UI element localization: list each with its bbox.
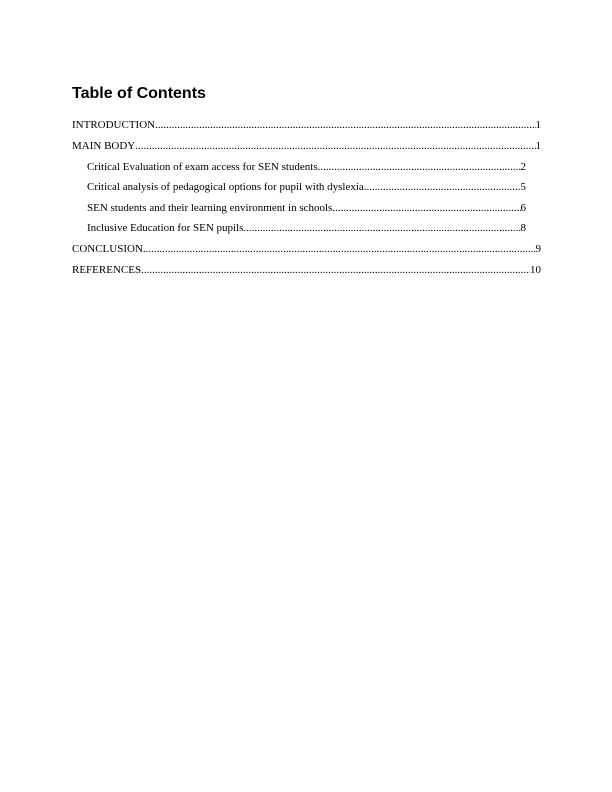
toc-entry-inclusive-education[interactable] bbox=[87, 221, 526, 235]
toc-entry-page: 2 bbox=[520, 161, 526, 173]
toc-dot-leader bbox=[143, 242, 536, 256]
toc-entry-label: MAIN BODY bbox=[72, 140, 136, 152]
toc-entry-page: 1 bbox=[535, 140, 541, 152]
toc-entry-page: 1 bbox=[535, 119, 541, 131]
toc-entry-page: 8 bbox=[520, 222, 526, 234]
toc-dot-leader bbox=[243, 221, 520, 235]
toc-entry-label: Inclusive Education for SEN pupils bbox=[87, 222, 244, 234]
toc-dot-leader bbox=[332, 201, 520, 215]
toc-entry-pedagogical-options[interactable] bbox=[87, 180, 526, 194]
toc-entry-references[interactable] bbox=[72, 263, 541, 277]
toc-entry-label: SEN students and their learning environment in schools bbox=[87, 202, 333, 214]
toc-dot-leader bbox=[364, 180, 521, 194]
toc-entry-label: INTRODUCTION bbox=[72, 119, 156, 131]
toc-entry-page: 9 bbox=[535, 243, 541, 255]
toc-title: Table of Contents bbox=[72, 85, 206, 102]
toc-entry-page: 6 bbox=[520, 202, 526, 214]
toc-entry-exam-access[interactable] bbox=[87, 160, 526, 174]
toc-dot-leader bbox=[155, 118, 535, 132]
toc-entry-label: CONCLUSION bbox=[72, 243, 143, 255]
toc-dot-leader bbox=[135, 139, 535, 153]
toc-entry-label: Critical Evaluation of exam access for SEN students bbox=[87, 161, 318, 173]
toc-entry-label: REFERENCES bbox=[72, 264, 142, 276]
toc-entry-main-body[interactable] bbox=[72, 139, 541, 153]
toc-dot-leader bbox=[141, 263, 530, 277]
toc-entry-page: 10 bbox=[530, 264, 541, 276]
toc-entry-introduction[interactable] bbox=[72, 118, 541, 132]
toc-dot-leader bbox=[318, 160, 521, 174]
toc-entry-label: Critical analysis of pedagogical options for pupil with dyslexia bbox=[87, 181, 364, 193]
toc-entry-conclusion[interactable] bbox=[72, 242, 541, 256]
toc-entry-learning-environment[interactable] bbox=[87, 201, 526, 215]
toc-entry-page: 5 bbox=[520, 181, 526, 193]
